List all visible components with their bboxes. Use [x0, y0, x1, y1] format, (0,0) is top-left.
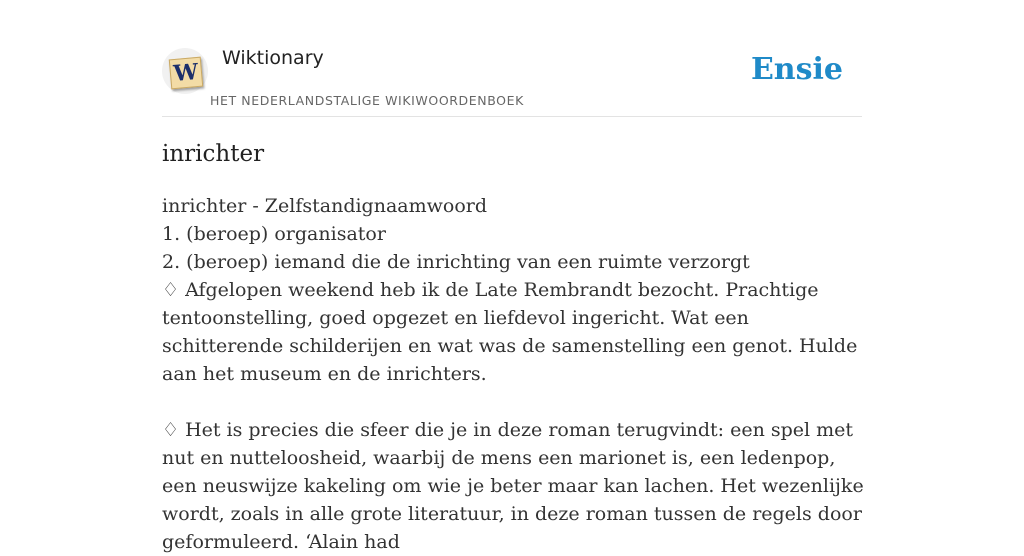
example-item: ♢ Het is precies die sfeer die je in deze roman terugvindt: een spel met nut en nutteloosheid, waarbij de mens een marionet is, een ledenpop, een neuswijze kakeling om wie je beter maar kan lachen. Het wezenlijke wordt, zoals in alle grote literatuur, in deze roman tussen de regels door geformuleerd. ‘Alain had — [162, 419, 864, 553]
site-name[interactable]: Wiktionary — [222, 47, 324, 69]
wiktionary-tile-icon: W — [169, 57, 203, 90]
definition-item: 1. (beroep) organisator — [162, 223, 386, 245]
ensie-brand-logo[interactable]: Ensie — [750, 52, 843, 87]
spacer — [162, 388, 872, 416]
site-header — [162, 44, 862, 117]
entry-content — [162, 192, 872, 556]
site-tagline: HET NEDERLANDSTALIGE WIKIWOORDENBOEK — [210, 93, 524, 108]
entry-heading: inrichter - Zelfstandignaamwoord — [162, 195, 488, 217]
page-title: inrichter — [162, 141, 265, 167]
wiktionary-logo[interactable] — [162, 48, 208, 94]
example-item: ♢ Afgelopen weekend heb ik de Late Rembrandt bezocht. Prachtige tentoonstelling, goed opgezet en liefdevol ingericht. Wat een schitterende schilderijen en wat was de samenstelling een genot. Hulde aan het museum en de inrichters. — [162, 279, 858, 385]
definition-item: 2. (beroep) iemand die de inrichting van een ruimte verzorgt — [162, 251, 750, 273]
